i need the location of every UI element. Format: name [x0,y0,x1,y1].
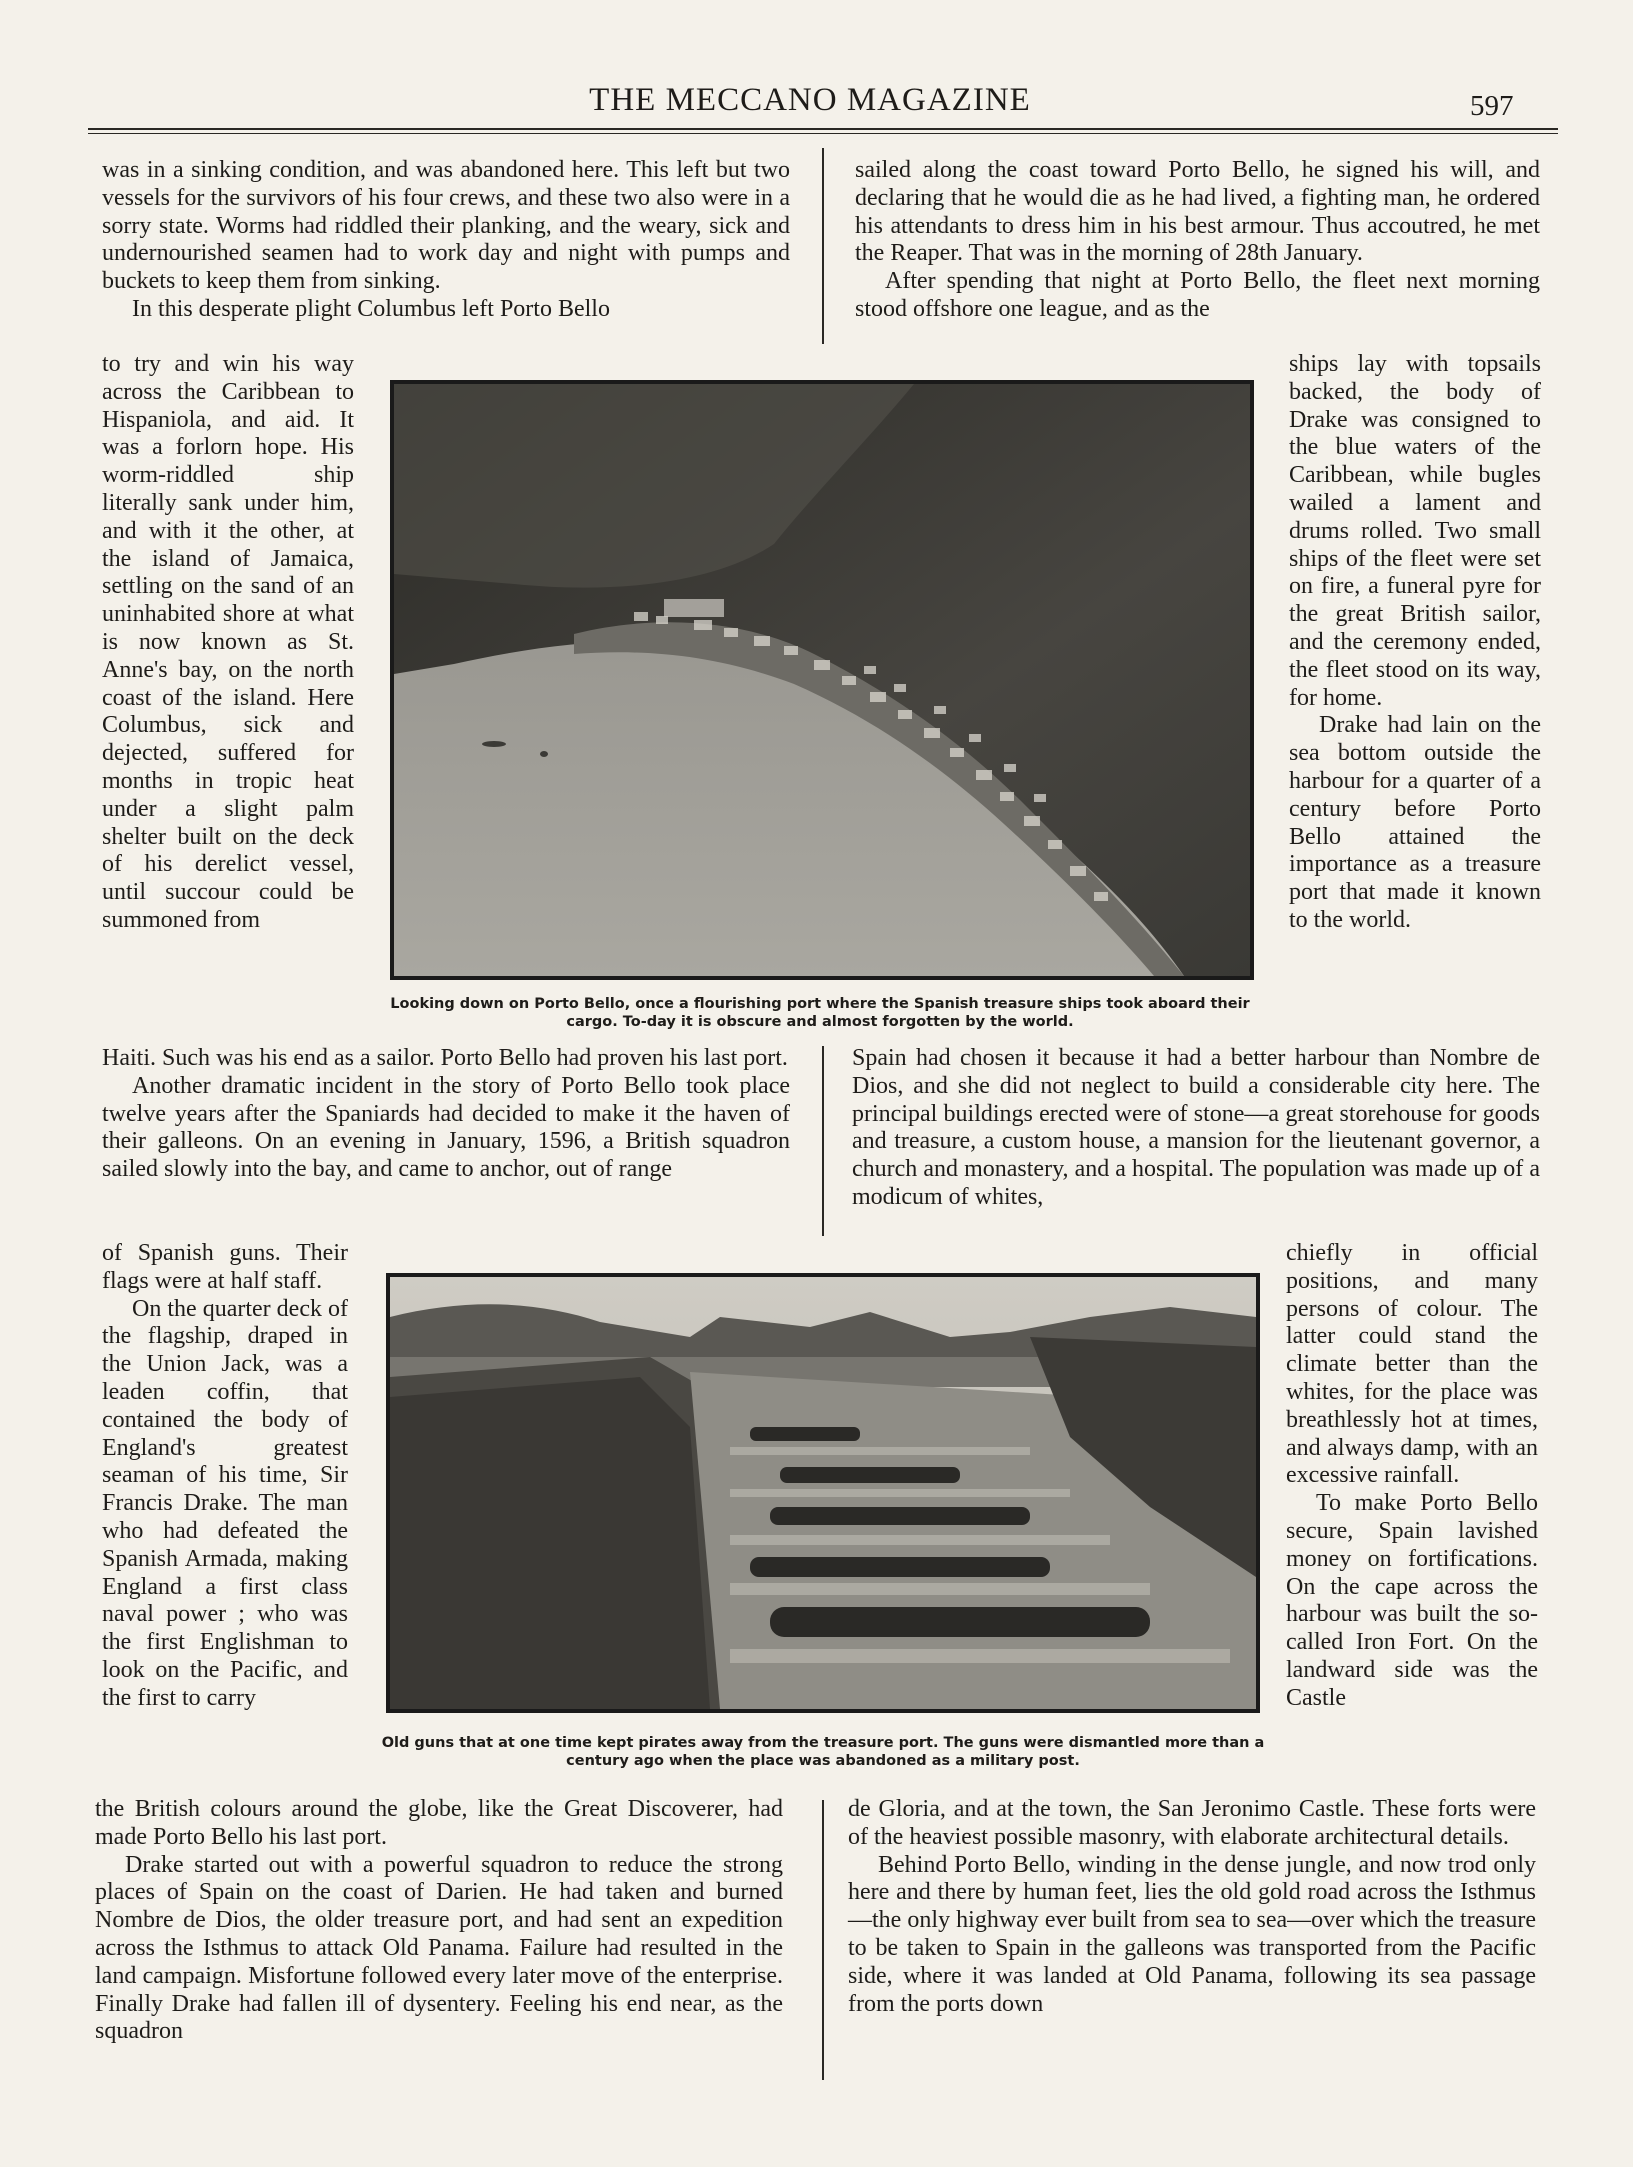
paragraph: de Gloria, and at the town, the San Jeronimo Castle. These forts were of the heaviest possible masonry, with elaborate architectural details. [848,1796,1536,1850]
paragraph: In this desperate plight Columbus left Porto Bello [132,295,610,322]
left-column-narrow-1 [102,351,354,935]
right-column-middle [852,1045,1540,1212]
right-column-narrow-1 [1289,351,1541,935]
paragraph: To make Porto Bello secure, Spain lavished money on fortifications. On the cape across the harbour was built the so-called Iron Fort. On the landward side was the Castle [1286,1490,1538,1711]
left-column-middle [102,1045,790,1184]
paragraph: After spending that night at Porto Bello, the fleet next morning stood offshore one league, and as the [855,268,1540,322]
paragraph: to try and win his way across the Caribbean to Hispaniola, and aid. It was a forlorn hope. His worm-riddled ship literally sank under him, and with it the other, at the island of Jamaica, settling on the sand of an uninhabited shore at what is now known as St. Anne's bay, on the north coast of the island. Here Columbus, sick and dejected, suffered for months in tropic heat under a slight palm shelter built on the deck of his derelict vessel, until succour could be summoned from [102,351,354,933]
figure-caption-2: Old guns that at one time kept pirates away from the treasure port. The guns were dismantled more than a century ago when the place was abandoned as a military post. [381,1735,1265,1769]
paragraph: Spain had chosen it because it had a better harbour than Nombre de Dios, and she did not neglect to build a considerable city here. The principal buildings erected were of stone—a great storehouse for goods and treasure, a custom house, a mansion for the lieutenant governor, a church and monastery, and a hospital. The population was made up of a modicum of whites, [852,1045,1540,1210]
paragraph: Haiti. Such was his end as a sailor. Porto Bello had proven his last port. [102,1045,788,1071]
column-divider-top [822,148,824,344]
paragraph: Behind Porto Bello, winding in the dense jungle, and now trod only here and there by human feet, lies the old gold road across the Isthmus—the only highway ever built from sea to sea—over which the treasure to be taken to Spain in the galleons was transported from the Pacific side, where it was landed at Old Panama, following its sea passage from the ports down [848,1851,1536,2017]
left-column-narrow-2 [102,1240,348,1713]
left-column-top [102,157,790,324]
header-rule-thin [88,133,1558,134]
right-column-narrow-2 [1286,1240,1538,1713]
paragraph: On the quarter deck of the flagship, draped in the Union Jack, was a leaden coffin, that contained the body of England's greatest seaman of his time, Sir Francis Drake. The man who had defeated the Spanish Armada, making England a first class naval power ; who was the first Englishman to look on the Pacific, and the first to carry [102,1295,348,1711]
paragraph: ships lay with topsails backed, the body of Drake was consigned to the blue waters of the Caribbean, while bugles wailed a lament and drums rolled. Two small ships of the fleet were set on fire, a funeral pyre for the great British sailor, and the ceremony ended, the fleet stood on its way, for home. [1289,351,1541,711]
magazine-title: THE MECCANO MAGAZINE [589,82,1031,118]
old-guns-photo [386,1273,1260,1713]
paragraph: Another dramatic incident in the story of Porto Bello took place twelve years after the Spaniards had decided to make it the haven of their galleons. On an evening in January, 1596, a British squadron sailed slowly into the bay, and came to anchor, out of range [102,1072,790,1183]
paragraph: of Spanish guns. Their flags were at half staff. [102,1240,348,1294]
right-column-top [855,157,1540,324]
paragraph: the British colours around the globe, like the Great Discoverer, had made Porto Bello his last port. [95,1796,783,1850]
page-number: 597 [1470,90,1514,122]
left-column-bottom [95,1796,783,2046]
paragraph: Drake started out with a powerful squadron to reduce the strong places of Spain on the coast of Darien. He had taken and burned Nombre de Dios, the older treasure port, and had sent an expedition across the Isthmus to attack Old Panama. Failure had resulted in the land campaign. Misfortune followed every later move of the enterprise. Finally Drake had fallen ill of dysentery. Feeling his end near, as the squadron [95,1851,783,2045]
right-column-bottom [848,1796,1536,2018]
paragraph: was in a sinking condition, and was abandoned here. This left but two vessels for the survivors of his four crews, and these two also were in a sorry state. Worms had riddled their planking, and the weary, sick and undernourished seamen had to work day and night with pumps and buckets to keep them from sinking. [102,157,790,295]
paragraph: Drake had lain on the sea bottom outside the harbour for a quarter of a century before Porto Bello attained the importance as a treasure port that made it known to the world. [1289,712,1541,933]
paragraph: sailed along the coast toward Porto Bello, he signed his will, and declaring that he would die as he had lived, a fighting man, he ordered his attendants to dress him in his best armour. Thus accoutred, he met the Reaper. That was in the morning of 28th January. [855,157,1540,267]
header-rule [88,128,1558,130]
paragraph: chiefly in official positions, and many persons of colour. The latter could stand the climate better than the whites, for the place was breathlessly hot at times, and always damp, with an excessive rainfall. [1286,1240,1538,1489]
porto-bello-aerial-photo [390,380,1254,980]
column-divider-bottom [822,1800,824,2080]
figure-caption-1: Looking down on Porto Bello, once a flourishing port where the Spanish treasure ships took aboard their cargo. To-day it is obscure and almost forgotten by the world. [390,996,1250,1030]
column-divider-middle [822,1046,824,1236]
